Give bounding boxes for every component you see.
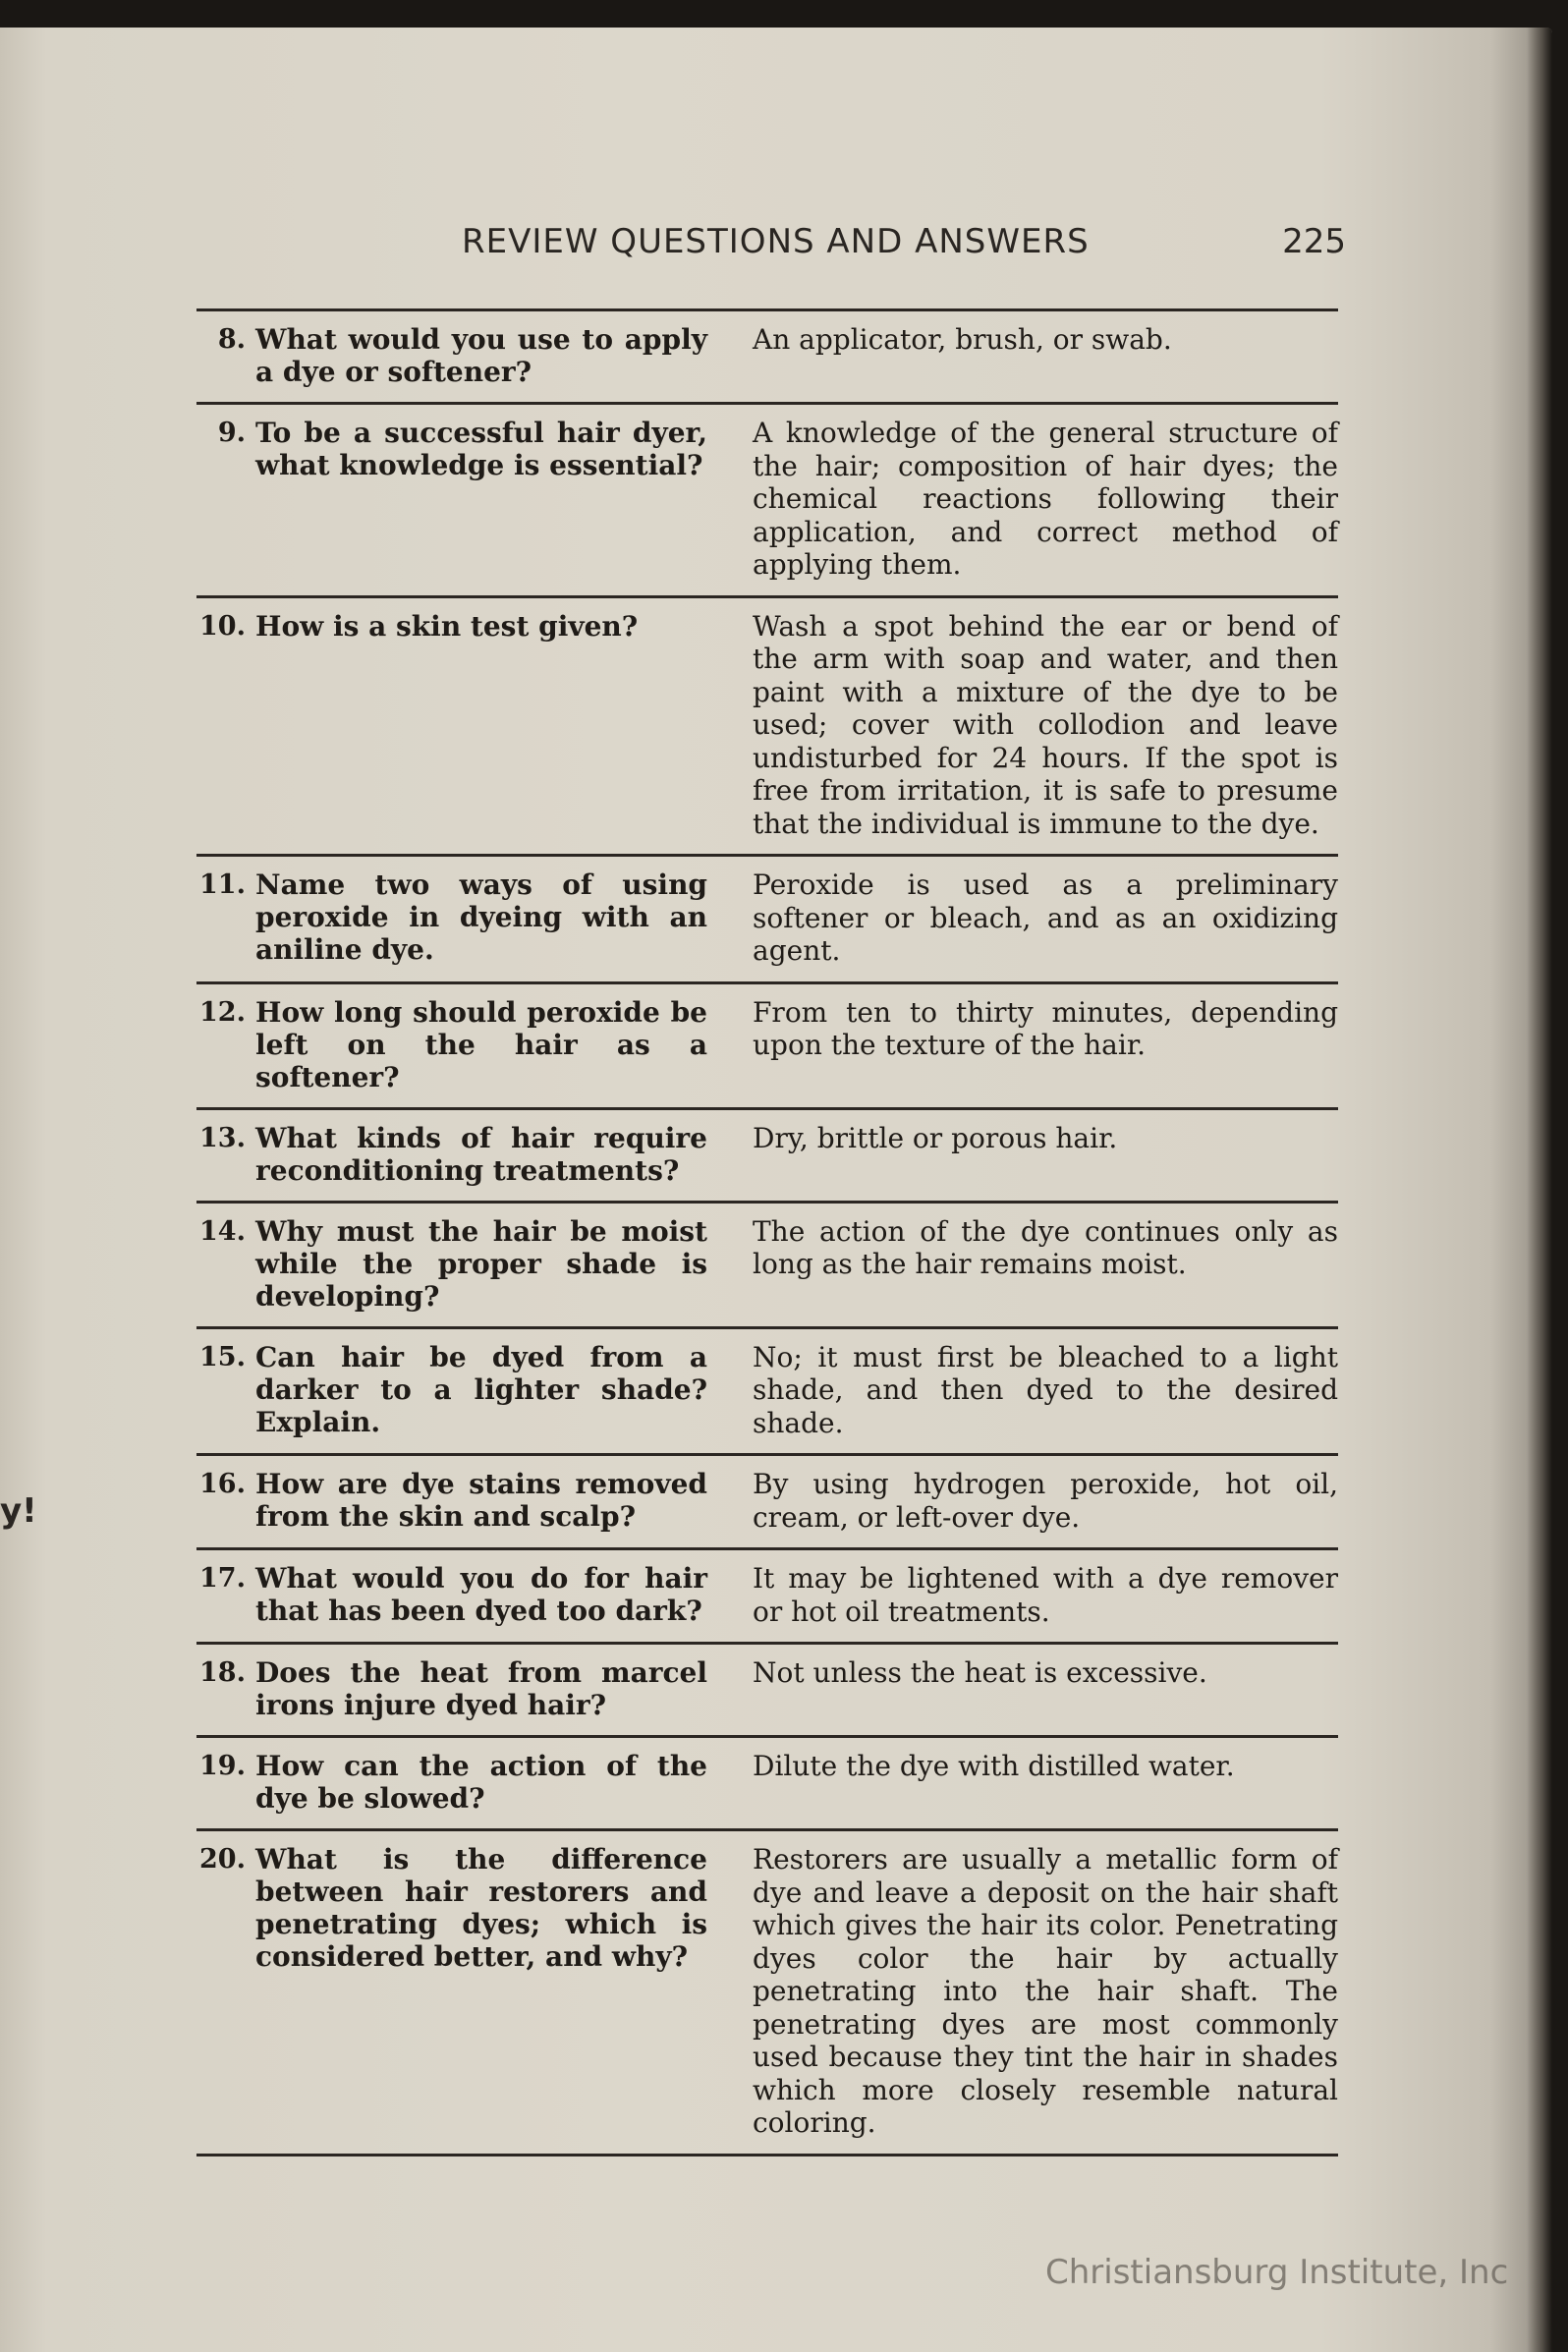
answer-text: No; it must first be bleached to a light shade, and then dyed to the desired shade. xyxy=(753,1340,1338,1439)
page-number: 225 xyxy=(1282,222,1346,261)
question-number: 20. xyxy=(199,1844,246,1875)
question-text: What would you do for hair that has been dyed too dark? xyxy=(255,1562,707,1627)
question-text: To be a successful hair dyer, what knowledge is essential? xyxy=(255,417,707,481)
question-text: How are dye stains removed from the skin and scalp? xyxy=(255,1468,707,1533)
question-number: 9. xyxy=(217,418,246,448)
question-number: 8. xyxy=(217,324,246,355)
question-text: What is the difference between hair restorers and penetrating dyes; which is considered better, and why? xyxy=(255,1843,707,1973)
qa-row xyxy=(196,405,1338,598)
question-text: Why must the hair be moist while the proper shade is developing? xyxy=(255,1214,707,1313)
answer-text: The action of the dye continues only as long as the hair remains moist. xyxy=(753,1214,1338,1280)
qa-row xyxy=(196,1550,1338,1645)
question-text: What kinds of hair require reconditioning treatments? xyxy=(255,1121,707,1187)
answer-text: An applicator, brush, or swab. xyxy=(753,323,1172,356)
question-number: 16. xyxy=(199,1469,246,1499)
answer-text: Dry, brittle or porous hair. xyxy=(753,1121,1118,1154)
question-text: What would you use to apply a dye or softener? xyxy=(255,323,707,388)
page-title: REVIEW QUESTIONS AND ANSWERS xyxy=(462,222,1090,261)
question-number: 12. xyxy=(199,996,246,1028)
question-number: 19. xyxy=(199,1751,246,1781)
question-text: Does the heat from marcel irons injure dyed hair? xyxy=(255,1656,707,1721)
question-text: Can hair be dyed from a darker to a lighter shade? Explain. xyxy=(255,1340,707,1438)
question-number: 11. xyxy=(199,869,246,900)
qa-table xyxy=(196,308,1338,2156)
answer-text: Wash a spot behind the ear or bend of the arm with soap and water, and then paint with a mixture of the dye to be used; cover with collodion and leave undisturbed for 24 hours. If the spot is free from irritation, it is safe to presume that the individual is immune to the dye. xyxy=(753,609,1338,840)
qa-row xyxy=(196,1329,1338,1457)
question-text: Name two ways of using peroxide in dyeing with an aniline dye. xyxy=(255,868,707,966)
question-number: 17. xyxy=(199,1563,246,1594)
question-number: 18. xyxy=(199,1657,246,1688)
qa-row xyxy=(196,1204,1338,1329)
answer-text: Peroxide is used as a preliminary softener or bleach, and as an oxidizing agent. xyxy=(753,868,1338,967)
question-number: 15. xyxy=(199,1341,246,1372)
answer-text: From ten to thirty minutes, depending upon the texture of the hair. xyxy=(753,995,1338,1061)
running-head xyxy=(462,222,1346,269)
question-text: How can the action of the dye be slowed? xyxy=(255,1750,707,1815)
question-number: 10. xyxy=(199,610,246,642)
question-text: How is a skin test given? xyxy=(255,609,639,643)
answer-text: By using hydrogen peroxide, hot oil, cream, or left-over dye. xyxy=(753,1468,1338,1534)
qa-row xyxy=(196,1831,1338,2156)
qa-row xyxy=(196,311,1338,405)
qa-row xyxy=(196,1456,1338,1550)
watermark: Christiansburg Institute, Inc xyxy=(1045,2253,1509,2292)
book-page xyxy=(0,28,1552,2352)
answer-text: It may be lightened with a dye remover or hot oil treatments. xyxy=(753,1562,1338,1628)
question-number: 13. xyxy=(199,1122,246,1153)
question-text: How long should peroxide be left on the hair as a softener? xyxy=(255,995,707,1093)
answer-text: Dilute the dye with distilled water. xyxy=(753,1750,1235,1782)
margin-mark: y! xyxy=(0,1491,37,1531)
qa-row xyxy=(196,598,1338,858)
book-spine-shadow xyxy=(1527,28,1552,2352)
qa-row xyxy=(196,857,1338,984)
answer-text: Not unless the heat is excessive. xyxy=(753,1656,1207,1689)
qa-row xyxy=(196,1110,1338,1204)
question-number: 14. xyxy=(199,1215,246,1247)
qa-row xyxy=(196,984,1338,1110)
qa-row xyxy=(196,1738,1338,1831)
answer-text: A knowledge of the general structure of the hair; composition of hair dyes; the chemical reactions following their application, and correct method of applying them. xyxy=(753,417,1338,581)
answer-text: Restorers are usually a metallic form of dye and leave a deposit on the hair shaft which gives the hair its color. Penetrating dyes color the hair by actually penetrating into the hair shaft. The penetrating dyes are most commonly used because they tint the hair in shades which more closely resemble natural coloring. xyxy=(753,1843,1338,2139)
qa-row xyxy=(196,1645,1338,1738)
